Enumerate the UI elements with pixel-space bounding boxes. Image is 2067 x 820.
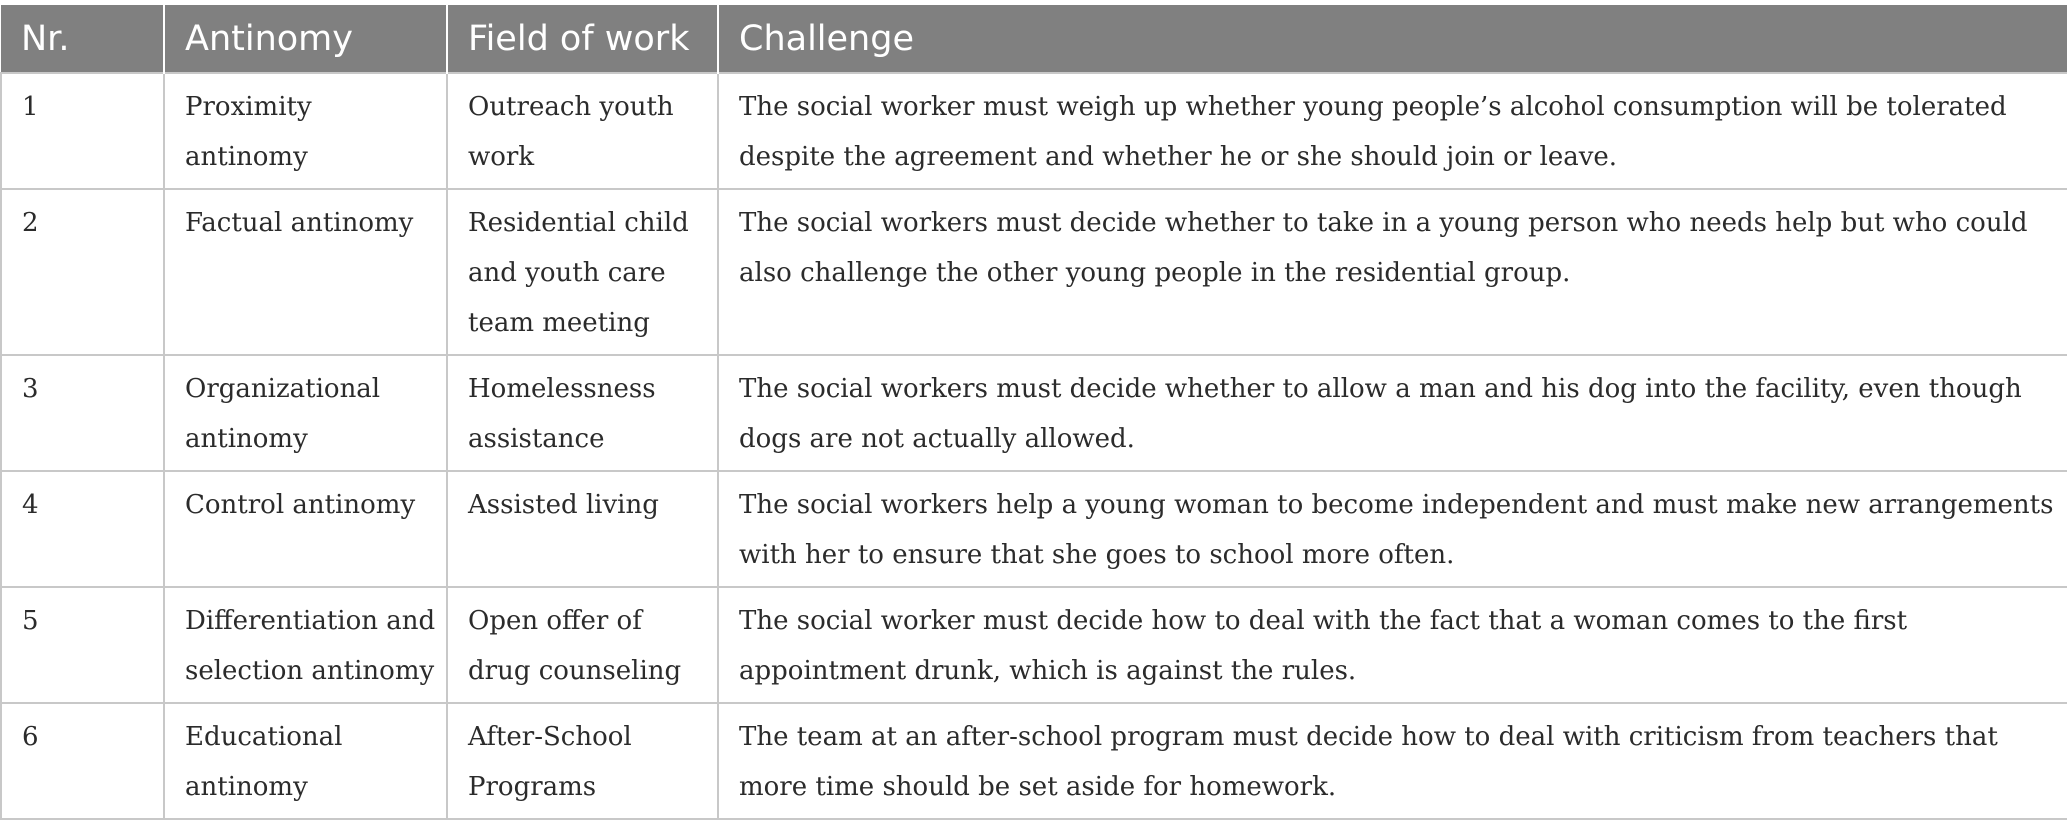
cell-field-of-work: Homelessness assistance bbox=[447, 355, 718, 471]
antinomy-table-container bbox=[0, 5, 2067, 820]
cell-challenge: The team at an after-school program must decide how to deal with criticism from teachers that more time should be set aside for homework. bbox=[718, 703, 2067, 819]
cell-nr: 2 bbox=[1, 189, 164, 355]
cell-antinomy: Organizational antinomy bbox=[164, 355, 447, 471]
cell-antinomy: Factual antinomy bbox=[164, 189, 447, 355]
cell-nr: 3 bbox=[1, 355, 164, 471]
table-row bbox=[1, 471, 2067, 587]
cell-antinomy: Differentiation and selection antinomy bbox=[164, 587, 447, 703]
header-field-of-work: Field of work bbox=[447, 5, 718, 73]
table-row bbox=[1, 355, 2067, 471]
cell-challenge: The social workers must decide whether to take in a young person who needs help but who could also challenge the other young people in the residential group. bbox=[718, 189, 2067, 355]
cell-antinomy: Educational antinomy bbox=[164, 703, 447, 819]
cell-nr: 5 bbox=[1, 587, 164, 703]
cell-challenge: The social workers help a young woman to become independent and must make new arrangements with her to ensure that she goes to school more often. bbox=[718, 471, 2067, 587]
cell-field-of-work: Assisted living bbox=[447, 471, 718, 587]
cell-nr: 1 bbox=[1, 73, 164, 189]
table-row bbox=[1, 587, 2067, 703]
header-row bbox=[1, 5, 2067, 73]
cell-antinomy: Proximity antinomy bbox=[164, 73, 447, 189]
table-row bbox=[1, 703, 2067, 819]
cell-antinomy: Control antinomy bbox=[164, 471, 447, 587]
cell-nr: 4 bbox=[1, 471, 164, 587]
cell-field-of-work: After-School Programs bbox=[447, 703, 718, 819]
table-body bbox=[1, 73, 2067, 819]
table-row bbox=[1, 189, 2067, 355]
table-row bbox=[1, 73, 2067, 189]
cell-field-of-work: Outreach youth work bbox=[447, 73, 718, 189]
cell-field-of-work: Residential child and youth care team meeting bbox=[447, 189, 718, 355]
header-nr: Nr. bbox=[1, 5, 164, 73]
cell-challenge: The social worker must weigh up whether young people’s alcohol consumption will be tolerated despite the agreement and whether he or she should join or leave. bbox=[718, 73, 2067, 189]
table-header bbox=[1, 5, 2067, 73]
cell-challenge: The social workers must decide whether to allow a man and his dog into the facility, even though dogs are not actually allowed. bbox=[718, 355, 2067, 471]
cell-challenge: The social worker must decide how to deal with the fact that a woman comes to the first appointment drunk, which is against the rules. bbox=[718, 587, 2067, 703]
cell-field-of-work: Open offer of drug counseling bbox=[447, 587, 718, 703]
cell-nr: 6 bbox=[1, 703, 164, 819]
header-antinomy: Antinomy bbox=[164, 5, 447, 73]
header-challenge: Challenge bbox=[718, 5, 2067, 73]
antinomy-table bbox=[0, 5, 2067, 820]
